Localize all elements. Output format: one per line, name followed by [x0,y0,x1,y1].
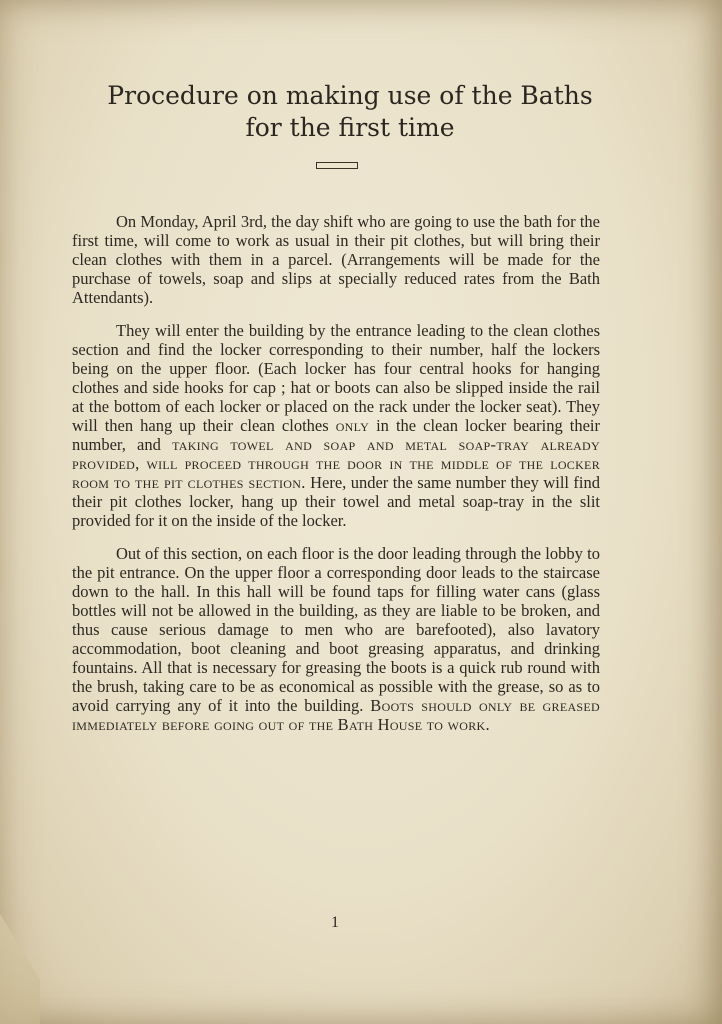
page-number: 1 [331,914,339,931]
title-line-2: for the first time [245,113,455,142]
paragraph-2-text-b: in the clean locker bearing their number, and [72,416,600,454]
paragraph-3-small-caps-instruction: Boots should only be greased immediately before going out of the Bath House to work. [72,696,600,734]
body-text [72,212,600,748]
paragraph-2-text-a: They will enter the building by the entrance leading to the clean clothes section and find the locker corresponding to their number, half the lockers being on the upper floor. (Each locker has four central hooks for hanging clothes and side hooks for cap ; hat or boots can also be slipped inside the rail at the bottom of each locker or placed on the rack under the locker seat). They will then hang up their clean clothes [72,321,600,435]
paragraph-2 [72,321,600,530]
paragraph-3-text: Out of this section, on each floor is the door leading through the lobby to the pit entrance. On the upper floor a corresponding door leads to the staircase down to the hall. In this hall will be found taps for filling water cans (glass bottles will not be allowed in the building, as they are liable to be broken, and thus cause serious damage to men who are barefooted), also lavatory accommodation, boot cleaning and boot greasing apparatus, and drinking fountains. All that is necessary for greasing the boots is a quick rub round with the brush, taking care to be as economical as possible with the grease, so as to avoid carrying any of it into the building. [72,544,600,715]
title-line-1: Procedure on making use of the Baths [107,81,593,110]
paragraph-2-small-caps-instruction: taking towel and soap and metal soap-tray already provided, will proceed through the door in the middle of the locker room to the pit clothes section. [72,435,600,492]
paragraph-2-emphasis-only: only [335,416,370,435]
paragraph-2-text-c: Here, under the same number they will find their pit clothes locker, hang up their towel and metal soap-tray in the slit provided for it on the inside of the locker. [72,473,600,530]
paragraph-3 [72,544,600,734]
paragraph-1: On Monday, April 3rd, the day shift who are going to use the bath for the first time, will come to work as usual in their pit clothes, but will bring their clean clothes with them in a parcel. (Arrangements will be made for the purchase of towels, soap and slips at specially reduced rates from the Bath Attendants). [72,212,600,307]
worn-corner [0,914,40,1024]
title-ornament-rule [316,162,358,169]
page-title [60,80,640,144]
